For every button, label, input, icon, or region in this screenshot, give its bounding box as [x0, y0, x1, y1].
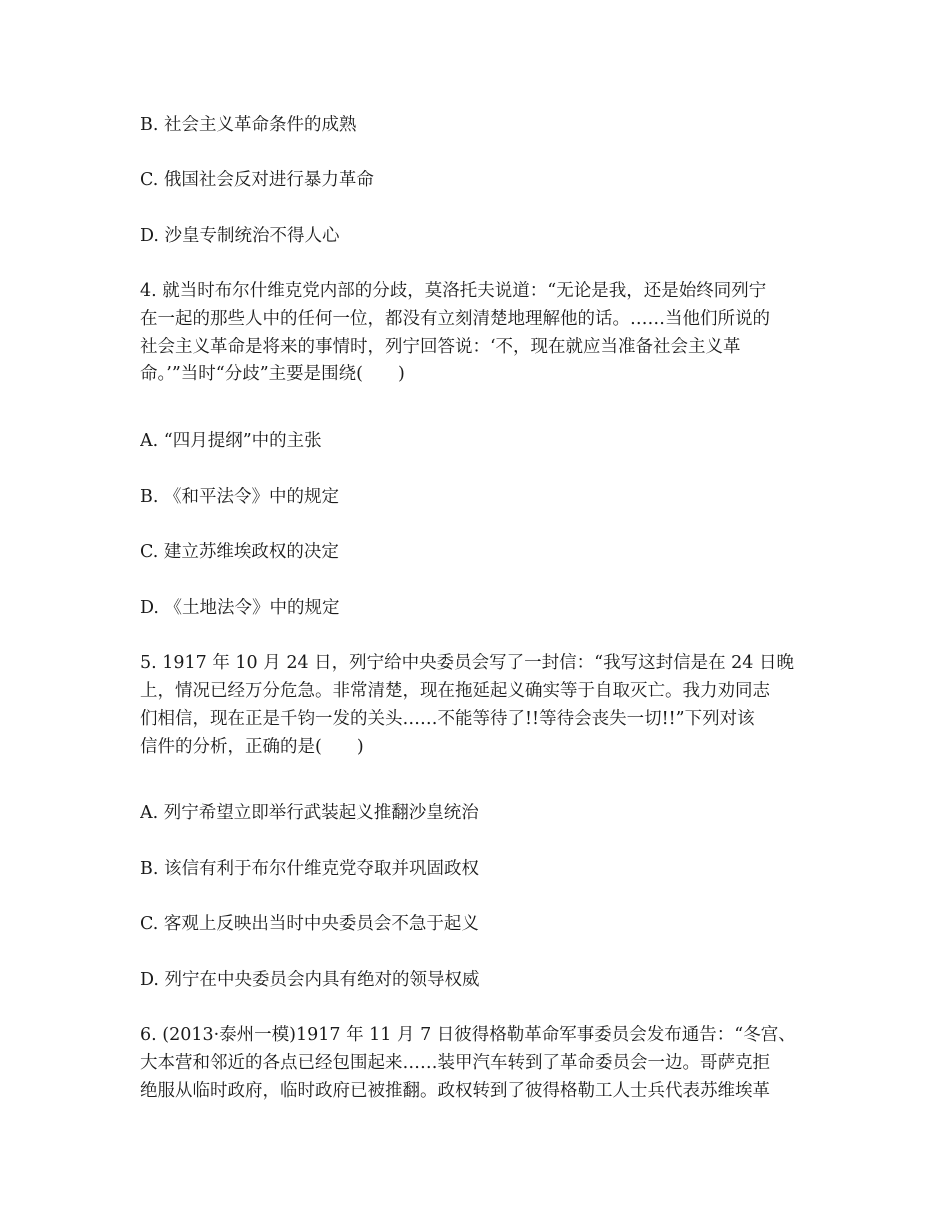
q4-stem-line: 社会主义革命是将来的事情时，列宁回答说：‘不，现在就应当准备社会主义革 [140, 337, 741, 357]
q4-stem-line: 在一起的那些人中的任何一位，都没有立刻清楚地理解他的话。……当他们所说的 [140, 309, 770, 329]
q3-option-b: B. 社会主义革命条件的成熟 [140, 115, 357, 135]
q4-stem-line: 4. 就当时布尔什维克党内部的分歧，莫洛托夫说道：“无论是我，还是始终同列宁 [140, 281, 767, 301]
q5-stem-line: 上，情况已经万分危急。非常清楚，现在拖延起义确实等于自取灭亡。我力劝同志 [140, 681, 770, 701]
q6-stem-line: 大本营和邻近的各点已经包围起来……装甲汽车转到了革命委员会一边。哥萨克拒 [140, 1053, 770, 1073]
q4-option-c: C. 建立苏维埃政权的决定 [140, 542, 339, 562]
q3-option-d: D. 沙皇专制统治不得人心 [140, 226, 340, 246]
q4-option-a: A. “四月提纲”中的主张 [140, 431, 322, 451]
q6-stem-line: 6. (2013·泰州一模)1917 年 11 月 7 日彼得格勒革命军事委员会发布通告：“冬宫、 [140, 1025, 796, 1045]
q5-option-c: C. 客观上反映出当时中央委员会不急于起义 [140, 914, 479, 934]
q4-stem-line: 命。’”当时“分歧”主要是围绕( ) [140, 364, 405, 384]
q5-stem-line: 们相信，现在正是千钧一发的关头……不能等待了!!等待会丧失一切!!”下列对该 [140, 709, 755, 729]
q5-stem-line: 5. 1917 年 10 月 24 日，列宁给中央委员会写了一封信：“我写这封信是在 24 日晚 [140, 653, 794, 673]
q5-option-a: A. 列宁希望立即举行武装起义推翻沙皇统治 [140, 803, 479, 823]
q4-option-b: B. 《和平法令》中的规定 [140, 487, 339, 507]
q5-stem-line: 信件的分析，正确的是( ) [140, 737, 364, 757]
q5-option-d: D. 列宁在中央委员会内具有绝对的领导权威 [140, 970, 480, 990]
q6-stem-line: 绝服从临时政府，临时政府已被推翻。政权转到了彼得格勒工人士兵代表苏维埃革 [140, 1081, 770, 1101]
q4-option-d: D. 《土地法令》中的规定 [140, 598, 340, 618]
q5-option-b: B. 该信有利于布尔什维克党夺取并巩固政权 [140, 859, 479, 879]
q3-option-c: C. 俄国社会反对进行暴力革命 [140, 170, 374, 190]
